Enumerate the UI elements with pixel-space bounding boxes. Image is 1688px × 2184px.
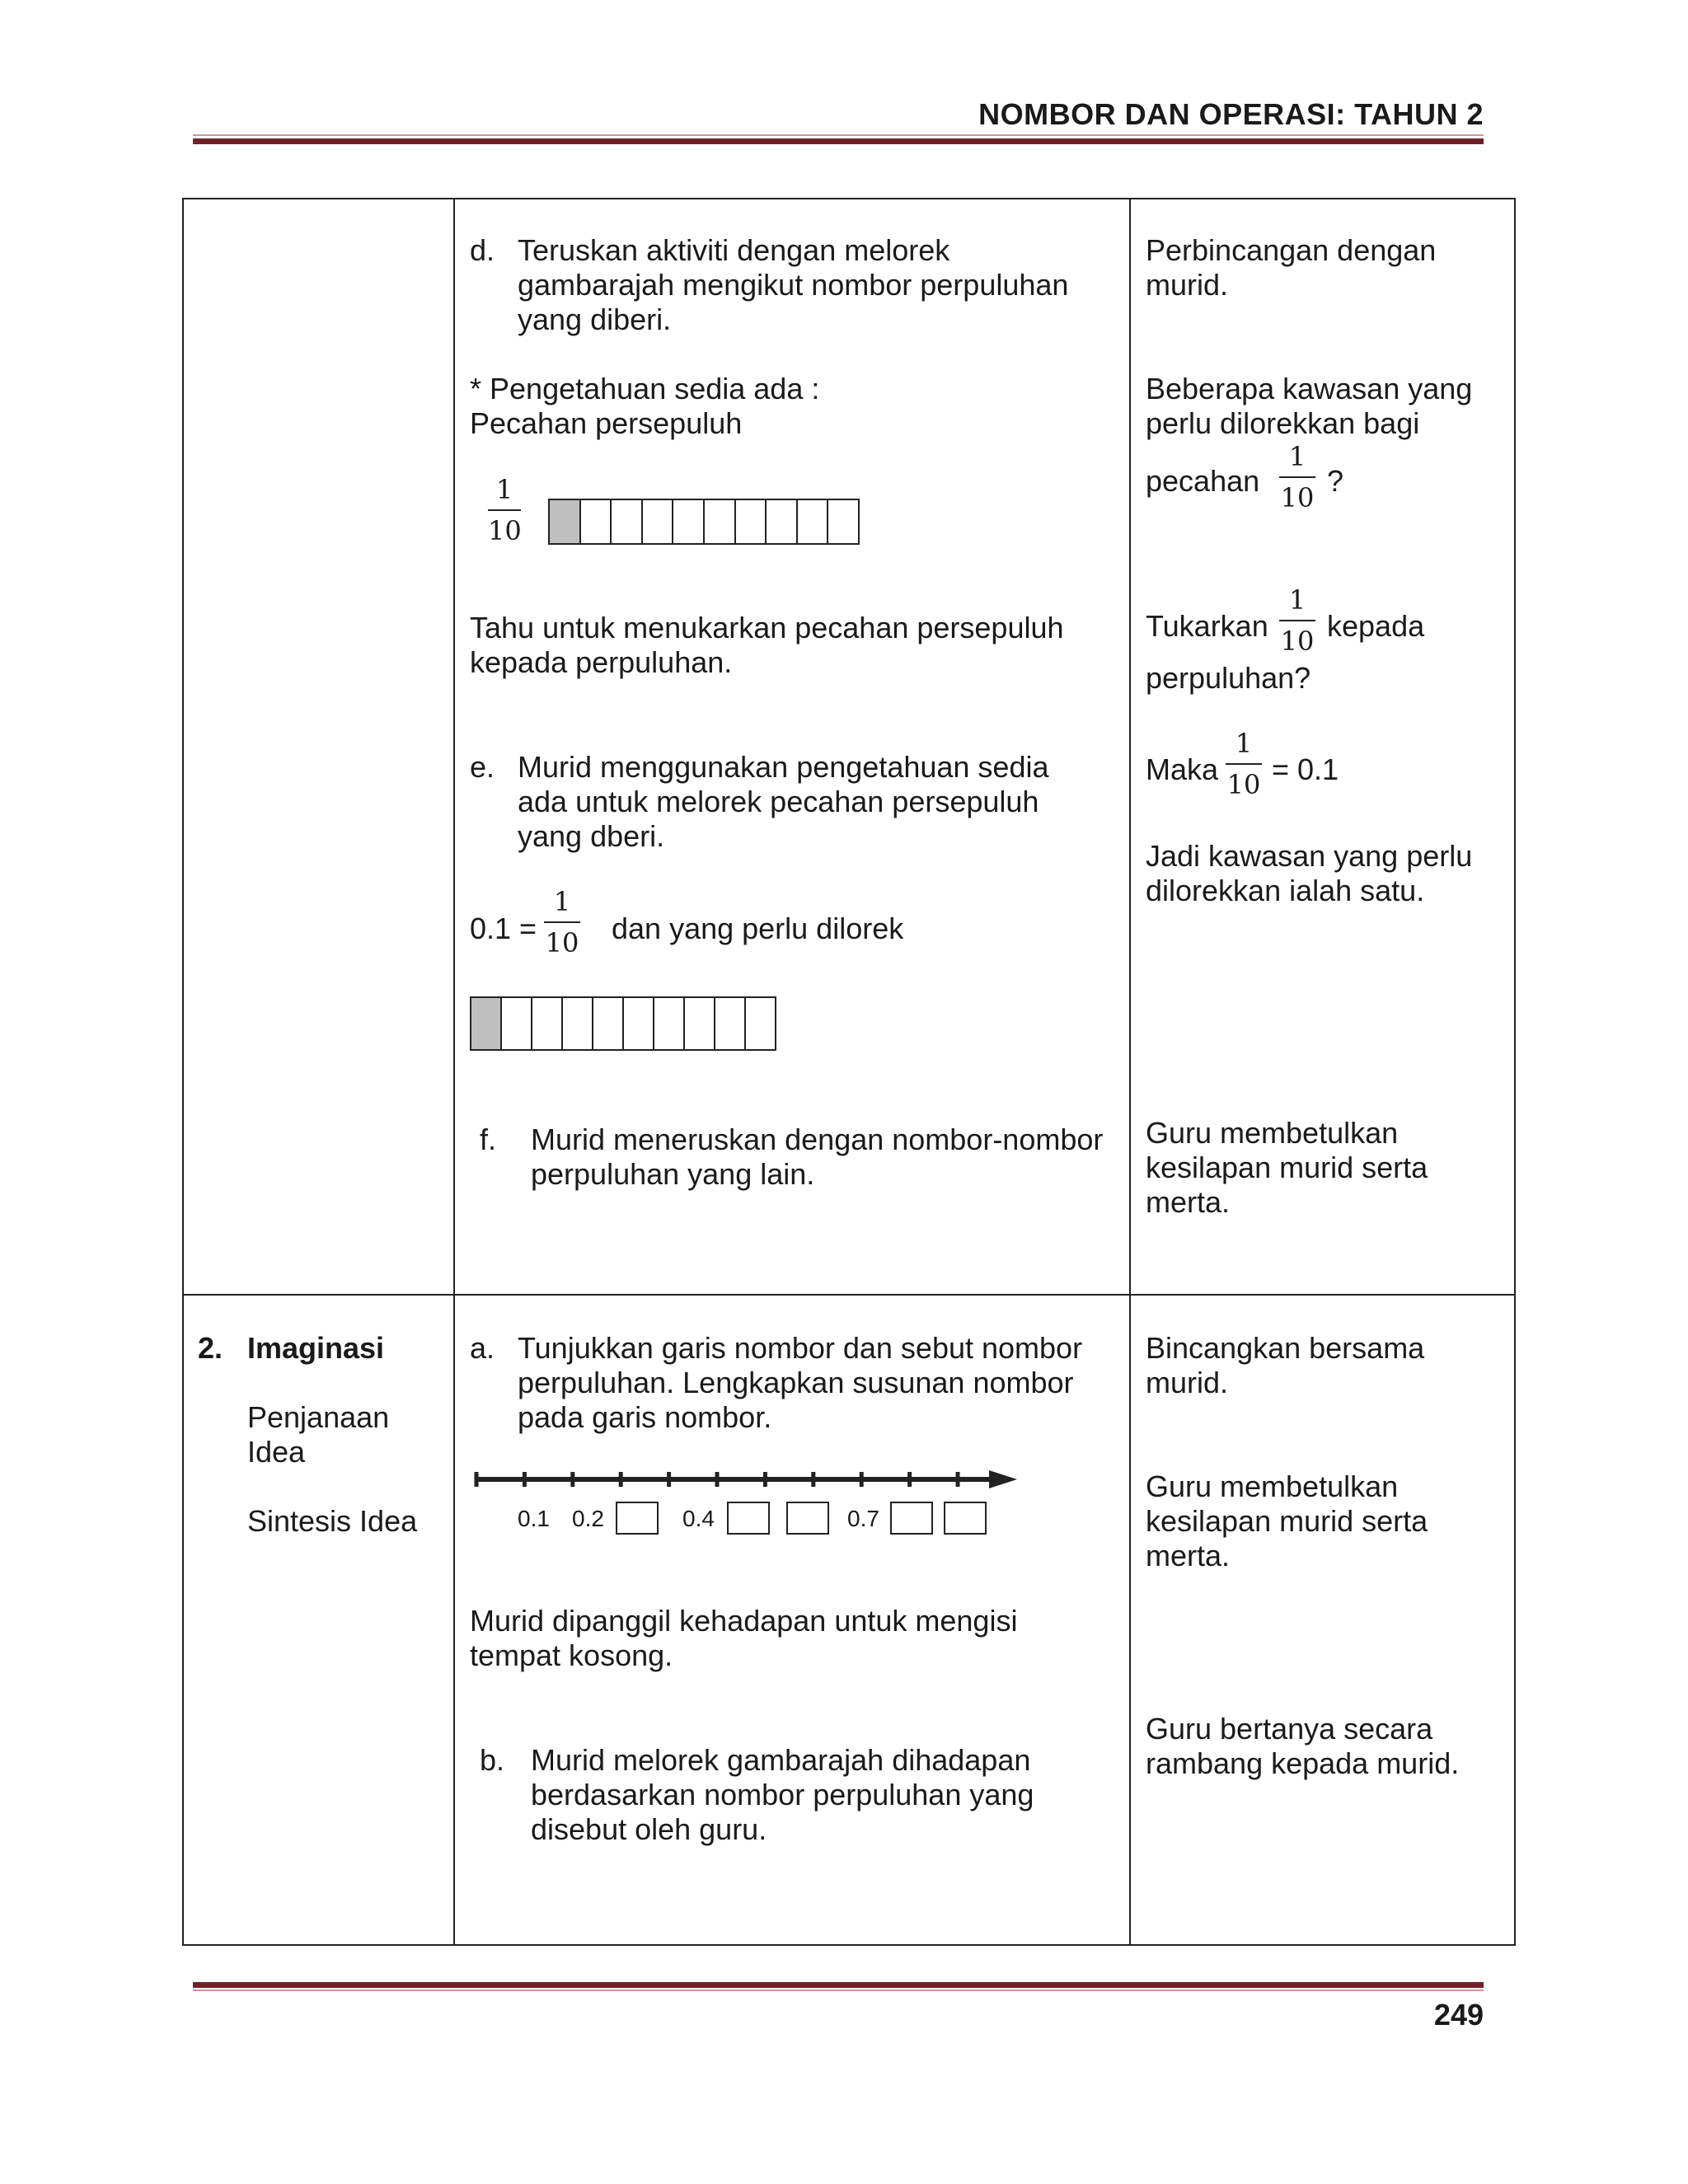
column-divider-2 [1129,198,1131,1946]
item-f-marker: f. [480,1122,497,1156]
note-teacher-corrects-line-1: Guru membetulkan [1146,1116,1399,1150]
fraction-one-tenth-3 [1279,442,1315,513]
number-line-empty-box[interactable] [727,1502,770,1535]
note2-teacher-corrects-line-3: merta. [1146,1539,1231,1572]
fraction-one-tenth-1 [488,475,521,546]
fraction-numerator: 1 [1235,728,1253,759]
grid-cell [765,500,796,543]
number-line-empty-box[interactable] [616,1502,659,1535]
equation-right: dan yang perlu dilorek [612,912,904,945]
note-pecahan: pecahan [1146,464,1260,498]
grid-cell-shaded [471,998,500,1049]
number-line-empty-box[interactable] [944,1502,987,1535]
stage-sub1-line-2: Idea [247,1435,306,1469]
note-discussion-line-2: murid. [1146,268,1229,302]
item-b-line-1: Murid melorek gambarajah dihadapan [531,1743,1031,1777]
item-d-marker: d. [470,233,495,267]
grid-cell [714,998,744,1049]
item-f-line-2: perpuluhan yang lain. [531,1157,815,1191]
note-perpuluhan-question: perpuluhan? [1146,661,1311,695]
grid-cell [683,998,714,1049]
note-teacher-corrects-line-2: kesilapan murid serta [1146,1151,1428,1184]
grid-cell [622,998,653,1049]
grid-cell [500,998,531,1049]
note-discuss-line-2: murid. [1146,1366,1229,1399]
fraction-one-tenth-4 [1279,585,1315,656]
called-forward-line-2: tempat kosong. [470,1638,673,1672]
number-line-label-0.2: 0.2 [572,1506,604,1531]
prior-knowledge-title: * Pengetahuan sedia ada : [470,372,820,405]
item-b-line-2: berdasarkan nombor perpuluhan yang [531,1778,1034,1811]
note-question-mark: ? [1327,464,1344,498]
equation-left: 0.1 = [470,912,537,945]
fraction-numerator: 1 [553,886,571,917]
fraction-denominator: 10 [1226,769,1261,800]
tenths-grid-2 [470,996,776,1051]
note-teacher-corrects-line-3: merta. [1146,1185,1231,1219]
footer-rule [193,1982,1484,1988]
number-line-empty-box[interactable] [890,1502,933,1535]
number-line-empty-box[interactable] [786,1502,829,1535]
item-d-line-1: Teruskan aktiviti dengan melorek [518,233,950,267]
called-forward-line-1: Murid dipanggil kehadapan untuk mengisi [470,1604,1018,1638]
grid-cell [610,500,641,543]
note-how-many-line-1: Beberapa kawasan yang [1146,372,1473,405]
row-divider [182,1294,1516,1296]
fraction-one-tenth-5 [1226,729,1262,799]
fraction-denominator: 10 [1280,482,1315,513]
know-convert-line-2: kepada perpuluhan. [470,645,733,679]
know-convert-line-1: Tahu untuk menukarkan pecahan persepuluh [470,611,1064,644]
tenths-grid-1 [548,499,860,545]
item-e-line-2: ada untuk melorek pecahan persepuluh [518,785,1039,818]
note-discuss-line-1: Bincangkan bersama [1146,1331,1425,1365]
grid-cell [672,500,703,543]
fraction-one-tenth-2 [544,887,580,958]
item-e-line-1: Murid menggunakan pengetahuan sedia [518,750,1049,784]
note-equals-value: = 0.1 [1272,752,1339,786]
note2-teacher-corrects-line-2: kesilapan murid serta [1146,1504,1428,1538]
grid-cell [653,998,683,1049]
column-divider-1 [453,198,455,1946]
stage-sub2: Sintesis Idea [247,1504,418,1538]
number-line-label-0.1: 0.1 [518,1506,550,1531]
header-rule-light [193,134,1484,136]
item-f-line-1: Murid meneruskan dengan nombor-nombor [531,1122,1104,1156]
grid-cell [703,500,734,543]
stage-sub1-line-1: Penjanaan [247,1400,390,1434]
item-e-marker: e. [470,750,495,784]
grid-cell [734,500,766,543]
grid-cell [744,998,775,1049]
note-tukarkan: Tukarkan [1146,609,1268,643]
item-d-line-3: yang diberi. [518,302,672,336]
item-d-line-2: gambarajah mengikut nombor perpuluhan [518,268,1069,302]
note-maka: Maka [1146,752,1219,786]
note-jadi-line-2: dilorekkan ialah satu. [1146,874,1425,907]
note-teacher-asks-line-2: rambang kepada murid. [1146,1746,1460,1780]
fraction-denominator: 10 [1280,626,1315,657]
grid-cell [561,998,592,1049]
fraction-denominator: 10 [488,515,522,546]
item-a-line-3: pada garis nombor. [518,1400,772,1434]
stage-number: 2. [198,1331,223,1365]
grid-cell [531,998,561,1049]
note-how-many-line-2: perlu dilorekkan bagi [1146,406,1420,440]
header-rule [193,138,1484,144]
grid-cell [641,500,673,543]
grid-cell [796,500,828,543]
prior-knowledge-subtitle: Pecahan persepuluh [470,406,743,440]
grid-cell [827,500,858,543]
stage-title: Imaginasi [247,1331,385,1365]
fraction-denominator: 10 [545,927,579,958]
page-header-title: NOMBOR DAN OPERASI: TAHUN 2 [978,97,1484,131]
footer-rule-light [193,1990,1484,1991]
fraction-numerator: 1 [1288,441,1306,472]
number-line-label-0.7: 0.7 [847,1506,879,1531]
note-teacher-asks-line-1: Guru bertanya secara [1146,1712,1433,1746]
note-jadi-line-1: Jadi kawasan yang perlu [1146,839,1473,873]
grid-cell [592,998,622,1049]
fraction-numerator: 1 [495,474,513,505]
note2-teacher-corrects-line-1: Guru membetulkan [1146,1469,1399,1503]
lesson-table [182,198,1516,1946]
grid-cell [579,500,611,543]
item-a-line-2: perpuluhan. Lengkapkan susunan nombor [518,1366,1074,1399]
item-a-marker: a. [470,1331,495,1365]
item-b-line-3: disebut oleh guru. [531,1812,767,1846]
item-b-marker: b. [480,1743,505,1777]
number-line-arrow [989,1470,1017,1488]
item-a-line-1: Tunjukkan garis nombor dan sebut nombor [518,1331,1083,1365]
note-kepada: kepada [1327,609,1425,643]
page-number: 249 [1433,1998,1484,2032]
number-line-label-0.4: 0.4 [682,1506,715,1531]
grid-cell-shaded [550,500,579,543]
item-e-line-3: yang dberi. [518,819,665,853]
fraction-numerator: 1 [1288,584,1306,616]
note-discussion-line-1: Perbincangan dengan [1146,233,1437,267]
number-line [470,1463,1022,1496]
